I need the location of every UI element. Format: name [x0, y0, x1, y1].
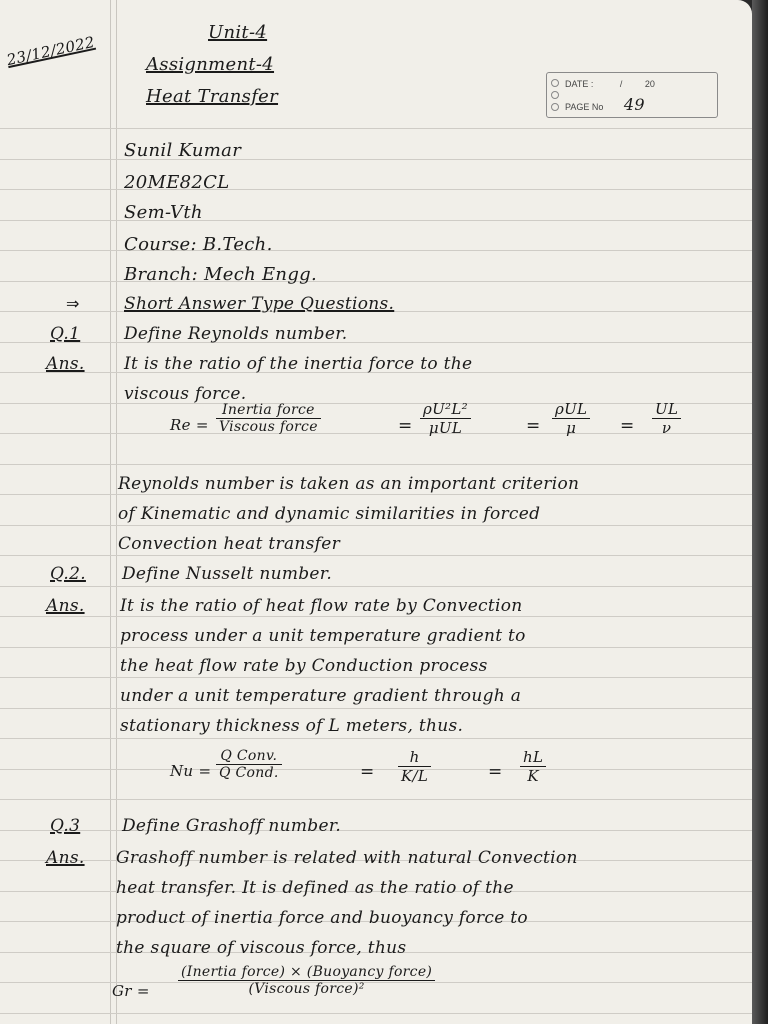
ruled-line [0, 586, 752, 587]
ruled-line [0, 830, 752, 831]
ruled-line [0, 342, 752, 343]
notebook-edge [752, 0, 768, 1024]
equals-sign: = [360, 762, 375, 782]
equals-sign: = [526, 416, 541, 436]
ruled-line [0, 738, 752, 739]
q1-label: Q.1 [50, 324, 81, 344]
section-title: Short Answer Type Questions. [124, 294, 395, 314]
formula-lhs: Re = [170, 416, 209, 434]
q1-ans-label: Ans. [46, 354, 85, 374]
margin-line-right [116, 0, 117, 1024]
q3-line-3: product of inertia force and buoyancy force to [116, 908, 528, 928]
q3-question: Define Grashoff number. [122, 816, 342, 836]
equals-sign: = [398, 416, 413, 436]
q3-line-4: the square of viscous force, thus [116, 938, 407, 958]
assignment-heading: Assignment-4 [146, 54, 275, 75]
date-page-box [546, 72, 718, 118]
ruled-line [0, 189, 752, 190]
equals-sign: = [620, 416, 635, 436]
ruled-line [0, 220, 752, 221]
q2-line-2: process under a unit temperature gradient to [120, 626, 526, 646]
q1-note-2: of Kinematic and dynamic similarities in forced [118, 504, 541, 524]
ruled-line [0, 464, 752, 465]
equals-sign: = [488, 762, 503, 782]
margin-line-left [110, 0, 111, 1024]
section-arrow-icon: ⇒ [66, 294, 80, 313]
formula-lhs: Nu = [170, 762, 212, 780]
formula-fraction: ρU²L² μUL [420, 400, 471, 437]
student-roll: 20ME82CL [124, 172, 230, 193]
q2-question: Define Nusselt number. [122, 564, 333, 584]
binder-ring-icon [551, 79, 559, 87]
q1-note-3: Convection heat transfer [118, 534, 341, 554]
ruled-line [0, 555, 752, 556]
ruled-line [0, 128, 752, 129]
student-name: Sunil Kumar [124, 140, 242, 161]
ruled-line [0, 677, 752, 678]
ruled-line [0, 433, 752, 434]
q1-line-2: viscous force. [124, 384, 247, 404]
date-label: DATE : [565, 79, 594, 89]
binder-ring-icon [551, 103, 559, 111]
date-year: 20 [644, 79, 655, 89]
ruled-line [0, 525, 752, 526]
ruled-line [0, 403, 752, 404]
q2-label: Q.2. [50, 564, 86, 584]
formula-lhs: Gr = [112, 982, 150, 1000]
ruled-line [0, 708, 752, 709]
student-course: Course: B.Tech. [124, 234, 273, 255]
q3-line-1: Grashoff number is related with natural Convection [116, 848, 578, 868]
binder-ring-icon [551, 91, 559, 99]
date-written: 23/12/2022 [5, 32, 97, 70]
formula-fraction: $\frac{hL}{K}$ [520, 748, 546, 785]
formula-fraction: (Inertia force) × (Buoyancy force) (Viscous force)² [178, 964, 435, 997]
page-number: 49 [623, 95, 645, 114]
ruled-line [0, 769, 752, 770]
page-label: PAGE No [565, 102, 604, 112]
q2-line-3: the heat flow rate by Conduction process [120, 656, 488, 676]
formula-fraction: Q Conv. Q Cond. [216, 748, 282, 781]
ruled-line [0, 494, 752, 495]
student-branch: Branch: Mech Engg. [124, 264, 317, 285]
ruled-line [0, 616, 752, 617]
formula-fraction: $\frac{UL}{\nu}$ [652, 400, 681, 437]
q3-line-2: heat transfer. It is defined as the ratio of the [116, 878, 514, 898]
ruled-line [0, 281, 752, 282]
student-sem: Sem-Vth [124, 202, 203, 223]
formula-fraction: $\frac{h}{K/L}$ [398, 748, 431, 785]
date-separator: / [619, 79, 623, 89]
unit-heading: Unit-4 [208, 22, 268, 43]
ruled-line [0, 250, 752, 251]
formula-fraction: ρUL μ [552, 400, 590, 437]
q2-line-4: under a unit temperature gradient through a [120, 686, 522, 706]
q3-ans-label: Ans. [46, 848, 85, 868]
ruled-line [0, 647, 752, 648]
q2-ans-label: Ans. [46, 596, 85, 616]
q2-line-5: stationary thickness of L meters, thus. [120, 716, 464, 736]
q1-line-1: It is the ratio of the inertia force to the [124, 354, 473, 374]
formula-fraction: Inertia force Viscous force [216, 402, 321, 435]
q3-label: Q.3 [50, 816, 81, 836]
ruled-line [0, 1013, 752, 1014]
q1-question: Define Reynolds number. [124, 324, 348, 344]
q2-line-1: It is the ratio of heat flow rate by Convection [120, 596, 523, 616]
q1-note-1: Reynolds number is taken as an important criterion [118, 474, 580, 494]
subject-heading: Heat Transfer [146, 86, 279, 107]
ruled-line [0, 799, 752, 800]
ruled-line [0, 159, 752, 160]
